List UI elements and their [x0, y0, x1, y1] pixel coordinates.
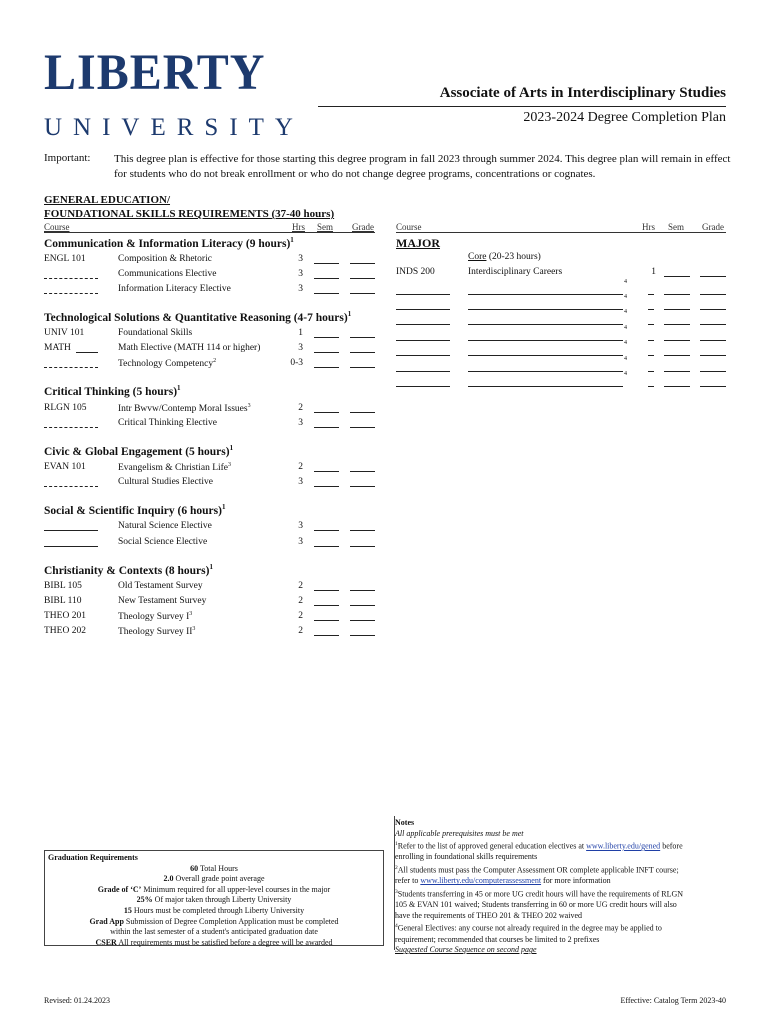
- col-sem-left: Sem: [317, 222, 334, 232]
- course-code-field[interactable]: [44, 521, 98, 531]
- course-name-text: Theology Survey II: [118, 627, 193, 638]
- grade-field[interactable]: [350, 477, 375, 487]
- grad-req-line: [48, 906, 380, 917]
- grad-req-text: All requirements must be satisfied before a degree will be awarded: [116, 937, 333, 947]
- graduation-requirements-box: [44, 850, 384, 946]
- section-title-text: Communication & Information Literacy (9 hours): [44, 237, 291, 250]
- semester-field[interactable]: [314, 477, 339, 487]
- note-2-refer: refer to: [395, 876, 421, 886]
- grade-field[interactable]: [350, 611, 375, 621]
- course-hours: 3: [298, 477, 303, 487]
- grad-req-line: [48, 874, 380, 885]
- major-elective-footnote: 4: [624, 325, 627, 331]
- major-course-code-field[interactable]: [396, 362, 450, 372]
- grade-field[interactable]: [350, 462, 375, 472]
- note-4: $^4$General Electives: any course not already required in the degree may be applied to: [395, 923, 662, 933]
- liberty-logo-wordmark: LIBERTY: [44, 44, 266, 101]
- grad-req-text: within the last semester of a student's anticipated graduation date: [110, 927, 318, 937]
- col-hrs-right: Hrs: [642, 222, 655, 232]
- major-grade-field[interactable]: [700, 300, 726, 310]
- grad-req-key: 25%: [136, 895, 153, 905]
- note-3-cont: 105 & EVAN 101 waived; Students transferring in 60 or more UG credit hours will also: [395, 900, 677, 910]
- gen-ed-heading: [44, 193, 334, 221]
- course-hours: 3: [298, 284, 303, 294]
- important-text: This degree plan is effective for those starting this degree program in fall 2023 through summer 2024. This degree plan will remain in effect for students who do not break enrollment or who do not change degree programs, concentrations or cognates.: [114, 153, 731, 180]
- course-hours: 3: [298, 418, 303, 428]
- grad-req-text: Total Hours: [198, 863, 238, 873]
- header-rule: [318, 106, 726, 107]
- grad-req-key: 2.0: [163, 874, 174, 884]
- note-1: $^1$Refer to the list of approved general education electives at www.liberty.edu/gened before: [395, 841, 683, 851]
- course-name-text: Information Literacy Elective: [118, 284, 231, 294]
- grade-field[interactable]: [350, 418, 375, 428]
- col-grade-right: Grade: [702, 222, 724, 232]
- course-name-text: Foundational Skills: [118, 328, 193, 338]
- grad-req-line: [48, 895, 380, 906]
- grad-req-line: [48, 927, 380, 938]
- grad-req-line: [48, 938, 380, 949]
- grade-field[interactable]: [350, 358, 375, 368]
- col-course-left: Course: [44, 222, 70, 232]
- col-sem-right: Sem: [668, 222, 685, 232]
- grade-field[interactable]: [350, 328, 375, 338]
- semester-field[interactable]: [314, 343, 339, 353]
- grad-req-list: [48, 864, 380, 949]
- major-course-name-field[interactable]: [468, 300, 623, 310]
- section-title-text: Civic & Global Engagement (5 hours): [44, 445, 230, 458]
- course-hours: 2: [298, 403, 303, 413]
- grade-field[interactable]: [350, 284, 375, 294]
- major-core-heading: [468, 252, 541, 262]
- major-course-code-field[interactable]: [396, 377, 450, 387]
- note-1-text-end: before: [660, 841, 683, 851]
- grade-field[interactable]: [350, 343, 375, 353]
- major-core-hours: (20-23 hours): [486, 252, 541, 262]
- semester-field[interactable]: [314, 328, 339, 338]
- note-3-end: have the requirements of THEO 201 & THEO 202 waived: [395, 910, 582, 920]
- course-name: [118, 626, 195, 637]
- note-2: $^2$All students must pass the Computer Assessment OR complete applicable INFT course;: [395, 865, 679, 875]
- section-footnote: 1: [221, 503, 226, 511]
- gen-ed-heading-line1: GENERAL EDUCATION/: [44, 194, 171, 206]
- course-hours: 3: [298, 343, 303, 353]
- degree-plan-subtitle: 2023-2024 Degree Completion Plan: [523, 110, 726, 125]
- section-footnote: 1: [177, 384, 181, 392]
- course-name: [118, 418, 217, 428]
- major-grade-field[interactable]: [700, 285, 726, 295]
- semester-field[interactable]: [314, 418, 339, 428]
- course-code: RLGN 105: [44, 403, 87, 413]
- course-name-text: Communications Elective: [118, 269, 217, 279]
- grad-req-text: Overall grade point average: [173, 874, 265, 884]
- major-hours-field[interactable]: [648, 346, 654, 356]
- major-grade-field[interactable]: [700, 346, 726, 356]
- university-logo-wordmark: UNIVERSITY: [44, 114, 304, 141]
- major-course-code-field[interactable]: [396, 315, 450, 325]
- section-footnote: 1: [347, 310, 352, 318]
- semester-field[interactable]: [314, 254, 339, 264]
- grad-req-line: [48, 917, 380, 928]
- course-hours: 0-3: [290, 358, 303, 368]
- section-title-text: Critical Thinking (5 hours): [44, 385, 178, 398]
- semester-field[interactable]: [314, 403, 339, 413]
- revised-date: Revised: 01.24.2023: [44, 996, 110, 1005]
- course-name: [118, 284, 231, 294]
- major-course-name-field[interactable]: [468, 377, 623, 387]
- course-code: BIBL 110: [44, 596, 82, 606]
- course-name: [118, 358, 216, 369]
- semester-field[interactable]: [314, 269, 339, 279]
- major-course-name-field[interactable]: [468, 362, 623, 372]
- note-3: $^3$Students transferring in 45 or more UG credit hours will have the requirements of RLGN: [395, 888, 684, 899]
- grade-field[interactable]: [350, 403, 375, 413]
- major-grade-field[interactable]: [700, 331, 726, 341]
- major-hours-field[interactable]: [648, 377, 654, 387]
- grade-field[interactable]: [350, 537, 375, 547]
- semester-field[interactable]: [314, 611, 339, 621]
- course-name: [118, 611, 192, 622]
- major-elective-footnote: 4: [624, 279, 627, 285]
- course-name: [118, 403, 251, 414]
- course-name-text: Theology Survey I: [118, 612, 190, 623]
- course-footnote: 3: [228, 462, 232, 468]
- major-course-name-field[interactable]: [468, 346, 623, 356]
- major-hours-field[interactable]: [648, 331, 654, 341]
- semester-field[interactable]: [314, 358, 339, 368]
- note-4-cont: requirement; recommended that courses be limited to 2 prefixes: [395, 934, 600, 944]
- grade-field[interactable]: [350, 581, 375, 591]
- grad-req-key: CSER: [95, 937, 117, 947]
- section-title-comm: [44, 236, 294, 250]
- gened-link[interactable]: www.liberty.edu/gened: [586, 841, 661, 851]
- inds-200-grade-field[interactable]: [700, 267, 726, 277]
- notes-section: [395, 818, 725, 956]
- course-code: EVAN 101: [44, 462, 86, 472]
- note-2-end: for more information: [541, 876, 611, 886]
- section-title-text: Christianity & Contexts (8 hours): [44, 564, 210, 577]
- course-hours: 2: [298, 581, 303, 591]
- major-grade-field[interactable]: [700, 315, 726, 325]
- col-rule-left: [44, 232, 375, 233]
- col-hrs-left: Hrs: [292, 222, 305, 232]
- major-semester-field[interactable]: [664, 315, 690, 325]
- major-core-label: Core: [468, 252, 487, 262]
- course-name-text: Critical Thinking Elective: [118, 418, 218, 428]
- major-course-code-field[interactable]: [396, 331, 450, 341]
- semester-field[interactable]: [314, 596, 339, 606]
- note-1-text: Refer to the list of approved general education electives at: [397, 841, 587, 851]
- grad-req-key: Grad App: [89, 916, 124, 926]
- section-title-text: Technological Solutions & Quantitative Reasoning (4-7 hours): [44, 311, 348, 324]
- grad-req-text: Minimum required for all upper-level courses in the major: [141, 884, 331, 894]
- course-footnote: 3: [247, 403, 251, 409]
- inds-200-hrs: 1: [651, 267, 656, 277]
- course-name-text: Composition & Rhetoric: [118, 254, 212, 264]
- course-name: [118, 462, 231, 473]
- col-rule-right: [396, 232, 726, 233]
- major-semester-field[interactable]: [664, 362, 690, 372]
- important-label: Important:: [44, 152, 91, 164]
- section-footnote: 1: [209, 563, 213, 571]
- course-code-field[interactable]: [44, 284, 98, 294]
- major-elective-footnote: 4: [624, 309, 627, 315]
- course-code: ENGL 101: [44, 254, 86, 264]
- course-code: MATH: [44, 343, 71, 353]
- major-elective-footnote: 4: [624, 356, 627, 362]
- course-name-text: Natural Science Elective: [118, 521, 212, 531]
- col-grade-left: Grade: [352, 222, 374, 232]
- course-hours: 2: [298, 596, 303, 606]
- course-name-text: Technology Competency: [118, 359, 214, 370]
- major-hours-field[interactable]: [648, 362, 654, 372]
- course-code: UNIV 101: [44, 328, 85, 338]
- semester-field[interactable]: [314, 581, 339, 591]
- section-title-christ: [44, 563, 213, 577]
- major-hours-field[interactable]: [648, 285, 654, 295]
- grad-req-key: 15: [123, 905, 132, 915]
- inds-200-sem-field[interactable]: [664, 267, 690, 277]
- major-semester-field[interactable]: [664, 377, 690, 387]
- section-footnote: 1: [290, 236, 294, 244]
- note-2-cont: [395, 876, 725, 887]
- section-title-tech: [44, 310, 351, 324]
- section-footnote: 1: [229, 444, 234, 452]
- grade-field[interactable]: [350, 269, 375, 279]
- course-name: [118, 269, 216, 279]
- major-grade-field[interactable]: [700, 377, 726, 387]
- major-course-name-field[interactable]: [468, 315, 623, 325]
- course-name-text: Intr Bwvw/Contemp Moral Issues: [118, 404, 248, 415]
- effective-term: Effective: Catalog Term 2023-40: [620, 996, 726, 1005]
- grad-req-line: [48, 885, 380, 896]
- semester-field[interactable]: [314, 462, 339, 472]
- course-code: THEO 202: [44, 626, 86, 636]
- course-name-text: New Testament Survey: [118, 596, 207, 606]
- course-footnote: 3: [192, 626, 196, 632]
- course-code: BIBL 105: [44, 581, 82, 591]
- course-name: [118, 581, 203, 591]
- grad-req-text: Hours must be completed through Liberty University: [131, 905, 305, 915]
- semester-field[interactable]: [314, 284, 339, 294]
- major-elective-footnote: 4: [624, 340, 627, 346]
- major-elective-footnote: 4: [624, 294, 627, 300]
- course-hours: 3: [298, 269, 303, 279]
- major-semester-field[interactable]: [664, 285, 690, 295]
- major-title: MAJOR: [396, 236, 440, 250]
- grade-field[interactable]: [350, 521, 375, 531]
- note-1-cont: enrolling in foundational skills requirements: [395, 852, 538, 862]
- grad-req-key: Grade of ‘C’: [97, 884, 142, 894]
- major-elective-footnote: 4: [624, 371, 627, 377]
- semester-field[interactable]: [314, 521, 339, 531]
- course-name: [118, 537, 207, 547]
- course-name-text: Math Elective (MATH 114 or higher): [118, 343, 261, 353]
- course-code-field[interactable]: [44, 418, 98, 428]
- note-4-text: General Electives: any course not already required in the degree may be applied to: [397, 923, 662, 933]
- course-code-field[interactable]: [44, 537, 98, 547]
- grad-req-text: Of major taken through Liberty University: [152, 895, 292, 905]
- course-hours: 3: [298, 521, 303, 531]
- course-name-text: Old Testament Survey: [118, 581, 203, 591]
- course-name-text: Cultural Studies Elective: [118, 477, 213, 487]
- degree-title: Associate of Arts in Interdisciplinary Studies: [439, 85, 726, 101]
- course-hours: 2: [298, 626, 303, 636]
- major-course-name-field[interactable]: [468, 285, 623, 295]
- course-hours: 1: [298, 328, 303, 338]
- course-code-field[interactable]: [44, 269, 98, 279]
- inds-200-name: Interdisciplinary Careers: [468, 267, 563, 277]
- course-name: [118, 254, 212, 264]
- semester-field[interactable]: [314, 626, 339, 636]
- math-course-number-field[interactable]: [76, 343, 98, 353]
- computer-assessment-link[interactable]: www.liberty.edu/computerassessment: [420, 876, 542, 886]
- note-course-sequence: Suggested Course Sequence on second page: [395, 945, 537, 955]
- course-code: THEO 201: [44, 611, 86, 621]
- grade-field[interactable]: [350, 626, 375, 636]
- course-hours: 2: [298, 611, 303, 621]
- inds-200-code: INDS 200: [396, 267, 435, 277]
- major-course-code-field[interactable]: [396, 285, 450, 295]
- grad-req-key: 60: [190, 863, 199, 873]
- course-footnote: 2: [213, 358, 217, 364]
- grad-req-title: Graduation Requirements: [48, 853, 138, 862]
- course-name-text: Evangelism & Christian Life: [118, 463, 229, 474]
- gen-ed-heading-line2: FOUNDATIONAL SKILLS REQUIREMENTS (37-40 hours): [44, 208, 335, 220]
- note-prereq: All applicable prerequisites must be met: [395, 828, 524, 838]
- major-grade-field[interactable]: [700, 362, 726, 372]
- semester-field[interactable]: [314, 537, 339, 547]
- course-hours: 2: [298, 462, 303, 472]
- course-footnote: 3: [189, 611, 193, 617]
- section-title-social: [44, 503, 225, 517]
- course-name: [118, 343, 260, 353]
- major-course-code-field[interactable]: [396, 346, 450, 356]
- major-course-name-field[interactable]: [468, 331, 623, 341]
- course-hours: 3: [298, 254, 303, 264]
- course-name: [118, 521, 212, 531]
- major-hours-field[interactable]: [648, 315, 654, 325]
- note-2-text: All students must pass the Computer Assessment OR complete applicable INFT course;: [397, 865, 679, 875]
- section-title-text: Social & Scientific Inquiry (6 hours): [44, 504, 222, 517]
- grade-field[interactable]: [350, 596, 375, 606]
- major-semester-field[interactable]: [664, 331, 690, 341]
- course-name: [118, 596, 206, 606]
- major-course-code-field[interactable]: [396, 300, 450, 310]
- col-course-right: Course: [396, 222, 422, 232]
- note-3-text: Students transferring in 45 or more UG credit hours will have the requirements of RLGN: [397, 889, 684, 899]
- major-hours-field[interactable]: [648, 300, 654, 310]
- course-code-field[interactable]: [44, 358, 98, 368]
- section-title-civic: [44, 444, 233, 458]
- notes-title: Notes: [395, 818, 415, 827]
- major-semester-field[interactable]: [664, 300, 690, 310]
- course-hours: 3: [298, 537, 303, 547]
- grad-req-line: [48, 864, 380, 875]
- grade-field[interactable]: [350, 254, 375, 264]
- course-name: [118, 328, 192, 338]
- course-name: [118, 477, 213, 487]
- course-code-field[interactable]: [44, 477, 98, 487]
- major-semester-field[interactable]: [664, 346, 690, 356]
- grad-req-text: Submission of Degree Completion Application must be completed: [123, 916, 339, 926]
- section-title-crit: [44, 384, 181, 398]
- course-name-text: Social Science Elective: [118, 537, 208, 547]
